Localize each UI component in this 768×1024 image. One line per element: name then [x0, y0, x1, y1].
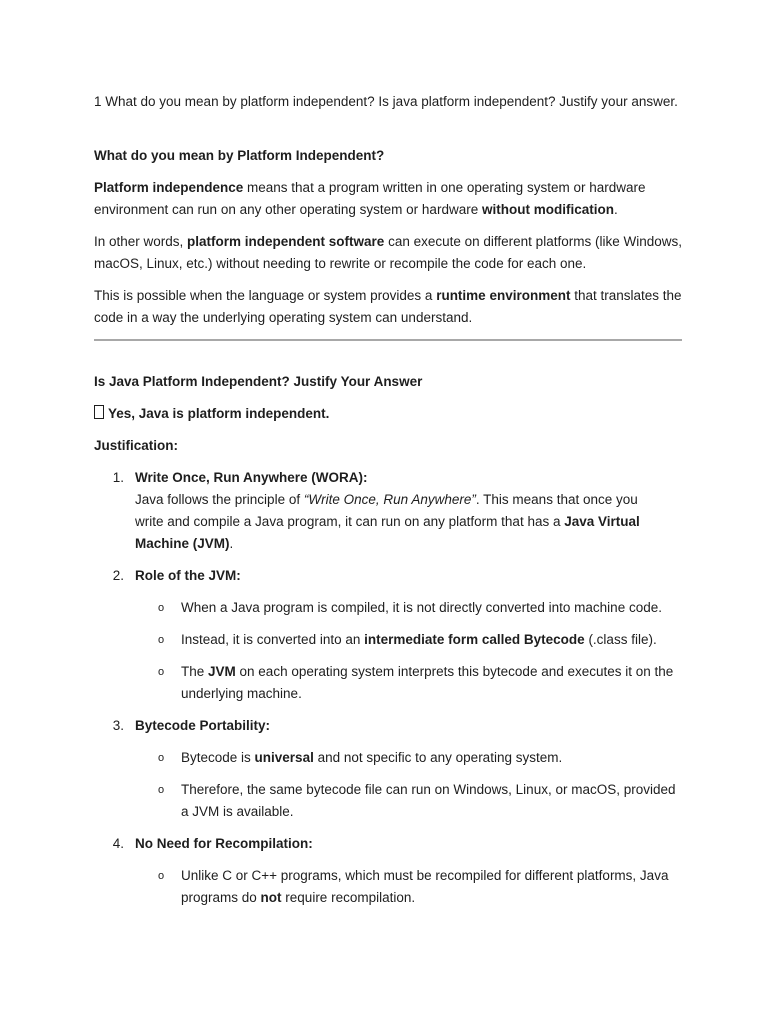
horizontal-divider	[94, 339, 682, 341]
list-number: 4.	[112, 836, 124, 851]
section1-paragraph-2: In other words, platform independent software can execute on different platforms (like Windows, macOS, Linux, etc.) without needing to rewrite or recompile the code for each one.	[94, 234, 682, 271]
section1-paragraph-3: This is possible when the language or system provides a runtime environment that translates the code in a way the underlying operating system can understand.	[94, 288, 682, 325]
list-number: 1.	[112, 470, 124, 485]
justification-label: Justification:	[94, 438, 179, 453]
list-number: 3.	[112, 718, 124, 733]
list-item-title: No Need for Recompilation:	[135, 836, 313, 851]
section2-heading: Is Java Platform Independent? Justify Your Answer	[94, 374, 423, 389]
list-item-title: Role of the JVM:	[135, 568, 241, 583]
question-text: 1 What do you mean by platform independent? Is java platform independent? Justify your answer.	[94, 94, 678, 109]
list-item-title: Write Once, Run Anywhere (WORA):	[135, 470, 368, 485]
answer-line: Yes, Java is platform independent.	[94, 403, 684, 425]
document-page: 1 What do you mean by platform independent? Is java platform independent? Justify your answer. What do you mean by Platform Independent? Platform independence means that a program written in one operating system or hardware environment can run on any other operating system or hardware without modification. In other words, platform independent software can execute on different platforms (like Windows, macOS, Linux, etc.) without needing to rewrite or recompile the code for each one. This is possible when the language or system provides a runtime environment that translates the code in a way the underlying operating system can understand. Is Java Platform Independent? Justify Your Answer Yes, Java is platform independent. Justification: 1. Write Once, Run Anywhere (WORA): Java follows the principle of “Write Once, Run Anywhere”. This means that once you write and compile a Java program, it can run on any platform that has a Java Virtual Machine (JVM). 2. Role of the JVM: o When a Java program is compiled, it is not directly converted into machine code. o Instead, it is converted into an intermediate form called Bytecode (.class file). o The JVM on each operating system interprets this bytecode and executes it on the underlying machine. 3. Bytecode Portability: o Bytecode is universal and not specific to any operating system. o Therefore, the same bytecode file can run on Windows, Linux, or macOS, provided a JVM is available. 4. No Need for Recompilation: o Unlike C or C++ programs, which must be recompiled for different platforms, Java programs do not require recompilation.	[0, 0, 768, 1024]
section1-paragraph-1: Platform independence means that a program written in one operating system or hardware environment can run on any other operating system or hardware without modification.	[94, 180, 646, 217]
checkbox-icon	[94, 405, 104, 419]
section1-heading: What do you mean by Platform Independent?	[94, 148, 385, 163]
list-number: 2.	[112, 568, 124, 583]
list-item-body: Java follows the principle of “Write Once, Run Anywhere”. This means that once you write and compile a Java program, it can run on any platform that has a Java Virtual Machine (JVM).	[135, 492, 640, 551]
list-item-title: Bytecode Portability:	[135, 718, 271, 733]
